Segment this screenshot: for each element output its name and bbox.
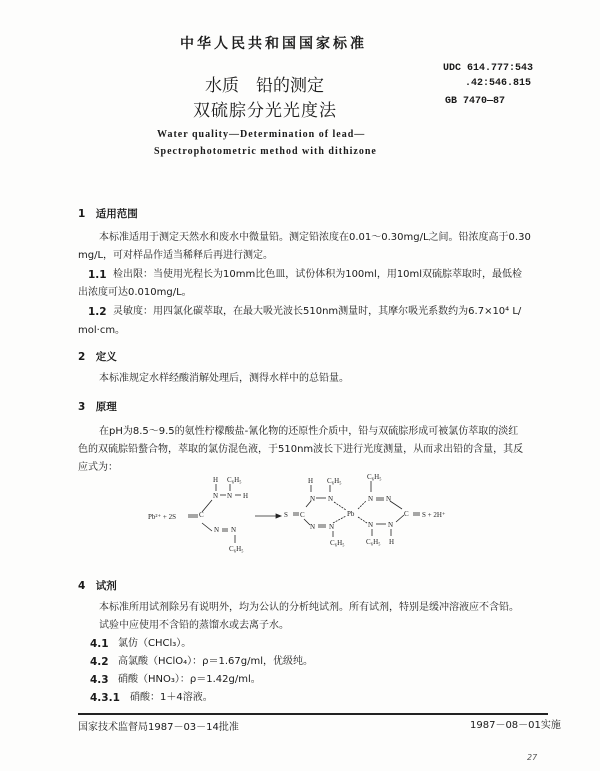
atom-c: C <box>199 511 204 519</box>
section-4-text: 本标准所用试剂除另有说明外，均为公认的分析纯试剂。所有试剂，特别是缓冲溶液应不含铅。 <box>99 602 519 613</box>
section-1-text-cont: mg/L，可对样品作适当稀释后再进行测定。 <box>78 250 274 261</box>
section-4-heading: 4 试剂 <box>78 580 117 592</box>
atom-c: C <box>300 511 305 519</box>
group-c6h5: C₆H₅ <box>367 473 382 481</box>
atom-n: N <box>213 492 219 500</box>
section-3-text: 在pH为8.5～9.5的氨性柠檬酸盐-氰化物的还原性介质中，铅与双硫腙形成可被氯仿萃取的淡红 <box>99 426 519 437</box>
udc-line1: UDC 614.777:543 <box>443 63 534 74</box>
atom-c: C <box>404 510 409 518</box>
atom-n: N <box>329 523 335 531</box>
reactant-pb-label: Pb²⁺ + 2S <box>148 513 177 521</box>
approval-date: 国家技术监督局1987－03－14批准 <box>78 722 239 733</box>
section-3-text-cont: 色的双硫腙铅螯合物，萃取的氯仿混色液，于510nm波长下进行光度测量，从而求出铅的含量，其反 <box>78 444 524 455</box>
gb-number: GB 7470—87 <box>445 96 506 107</box>
section-1-text: 本标准适用于测定天然水和废水中微量铅。测定铅浓度在0.01～0.30mg/L之间。铅浓度高于0.30 <box>99 232 531 243</box>
section-4-1-text: 氯仿（CHCl₃）。 <box>118 638 192 649</box>
english-title-line1: Water quality—Determination of lead— <box>157 129 366 140</box>
atom-n: N <box>328 495 334 503</box>
title-line2: 双硫腙分光光度法 <box>193 101 337 121</box>
atom-n: N <box>388 521 394 529</box>
atom-n: N <box>231 526 237 534</box>
atom-n: N <box>310 495 316 503</box>
group-c6h5: C₆H₅ <box>366 538 381 546</box>
section-1-1-number: 1.1 <box>88 269 107 281</box>
section-1-1-text: 检出限：当使用光程长为10mm比色皿，试份体积为100ml，用10ml双硫腙萃取时，最低检 <box>113 269 523 280</box>
atom-h: H <box>389 538 395 546</box>
section-1-2-text-cont: mol·cm。 <box>78 325 126 336</box>
atom-n: N <box>386 495 392 503</box>
section-3-text-cont2: 应式为： <box>78 462 118 473</box>
section-4-2-number: 4.2 <box>90 656 109 668</box>
atom-s: S <box>284 511 288 519</box>
section-2-text: 本标准规定水样经酸消解处理后，测得水样中的总铅量。 <box>99 373 349 384</box>
reaction-equation-diagram <box>140 465 500 555</box>
section-4-3-1-number: 4.3.1 <box>90 692 120 704</box>
footer-divider <box>78 713 548 715</box>
atom-pb: Pb <box>347 510 355 518</box>
atom-n: N <box>368 521 374 529</box>
group-c6h5: C₆H₅ <box>330 539 345 547</box>
national-standard-label: 中华人民共和国国家标准 <box>180 36 367 52</box>
section-1-heading: 1 适用范围 <box>78 208 138 220</box>
section-1-2-number: 1.2 <box>88 306 107 318</box>
section-4-text-cont: 试验中应使用不含铅的蒸馏水或去离子水。 <box>99 620 289 631</box>
atom-h: H <box>213 476 219 484</box>
title-line1: 水质 铅的测定 <box>205 76 324 96</box>
group-c6h5: C₆H₅ <box>327 477 342 485</box>
group-c6h5: C₆H₅ <box>229 545 244 553</box>
section-4-3-number: 4.3 <box>90 674 109 686</box>
page-number: 27 <box>527 753 538 762</box>
udc-line2: .42:546.815 <box>465 78 532 89</box>
english-title-line2: Spectrophotometric method with dithizone <box>154 146 377 157</box>
effective-date: 1987－08－01实施 <box>470 720 561 731</box>
section-2-heading: 2 定义 <box>78 351 117 363</box>
group-c6h5: C₆H₅ <box>227 476 242 484</box>
section-4-3-1-text: 硝酸：1＋4溶液。 <box>130 692 213 703</box>
section-1-1-text-cont: 出浓度可达0.010mg/L。 <box>78 287 192 298</box>
section-4-1-number: 4.1 <box>90 638 109 650</box>
atom-n: N <box>310 523 316 531</box>
atom-h: H <box>243 492 249 500</box>
atom-n: N <box>214 526 220 534</box>
reaction-products: S + 2H⁺ <box>422 511 446 519</box>
atom-n: N <box>227 492 233 500</box>
section-1-2-text: 灵敏度：用四氯化碳萃取，在最大吸光波长510nm测量时，其摩尔吸光系数约为6.7×10⁴ L/ <box>113 306 522 317</box>
atom-n: N <box>368 495 374 503</box>
atom-h: H <box>308 477 314 485</box>
section-4-2-text: 高氯酸（HClO₄）：ρ＝1.67g/ml，优级纯。 <box>118 656 314 667</box>
section-3-heading: 3 原理 <box>78 401 117 413</box>
section-4-3-text: 硝酸（HNO₃）：ρ＝1.42g/ml。 <box>118 674 261 685</box>
